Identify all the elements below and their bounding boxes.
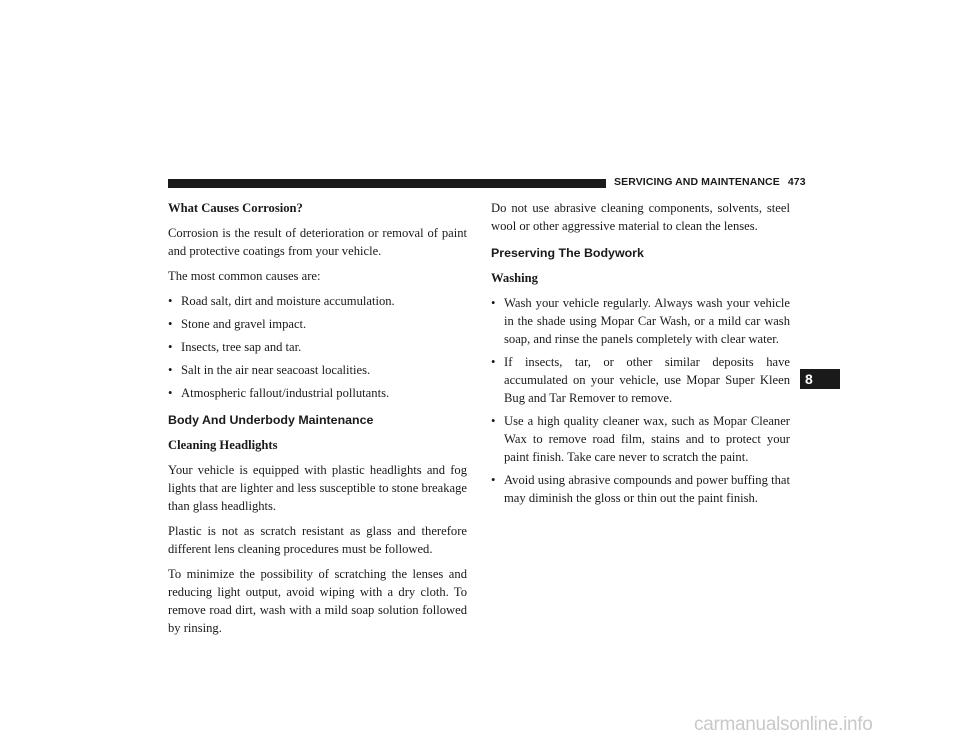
- watermark: carmanualsonline.info: [694, 714, 873, 735]
- bullet-icon: •: [168, 317, 173, 331]
- right-column: [491, 199, 790, 514]
- paragraph-abrasive-warning: Do not use abrasive cleaning components, solvents, steel wool or other aggressive material to clean the lenses.: [491, 201, 790, 233]
- list-item: • Avoid using abrasive compounds and power buffing that may diminish the gloss or thin out the paint finish.: [491, 473, 790, 505]
- left-column: [168, 199, 467, 644]
- section-title: SERVICING AND MAINTENANCE: [614, 176, 780, 188]
- header-rule: [168, 179, 606, 188]
- list-item: • If insects, tar, or other similar deposits have accumulated on your vehicle, use Mopar Super Kleen Bug and Tar Remover to remove.: [491, 355, 790, 405]
- page-number: 473: [787, 176, 806, 188]
- bullet-icon: •: [491, 473, 496, 487]
- paragraph-headlights-cleaning: To minimize the possibility of scratching the lenses and reducing light output, avoid wiping with a dry cloth. To remove road dirt, wash with a mild soap solution followed by rinsing.: [168, 567, 467, 635]
- bullet-icon: •: [168, 294, 173, 308]
- paragraph-common-causes: The most common causes are:: [168, 269, 321, 283]
- heading-body-underbody-maintenance: Body And Underbody Maintenance: [168, 413, 374, 427]
- bullet-icon: •: [491, 355, 496, 369]
- list-item: • Salt in the air near seacoast localities.: [168, 363, 371, 377]
- list-item: • Wash your vehicle regularly. Always wash your vehicle in the shade using Mopar Car Wash, or a mild car wash soap, and rinse the panels completely with clear water.: [491, 296, 790, 346]
- bullet-icon: •: [491, 296, 496, 310]
- list-item: • Use a high quality cleaner wax, such as Mopar Cleaner Wax to remove road film, stains and to protect your paint finish. Take care never to scratch the paint.: [491, 414, 790, 464]
- list-item: • Atmospheric fallout/industrial pollutants.: [168, 386, 390, 400]
- heading-washing: Washing: [491, 271, 538, 285]
- chapter-tab: 8: [800, 369, 840, 389]
- list-item: • Insects, tree sap and tar.: [168, 340, 302, 354]
- heading-what-causes-corrosion: What Causes Corrosion?: [168, 201, 303, 215]
- paragraph-corrosion-definition: Corrosion is the result of deterioration or removal of paint and protective coatings from your vehicle.: [168, 226, 467, 258]
- paragraph-headlights-material: Your vehicle is equipped with plastic headlights and fog lights that are lighter and less susceptible to stone breakage than glass headlights.: [168, 463, 467, 513]
- heading-cleaning-headlights: Cleaning Headlights: [168, 438, 278, 452]
- bullet-icon: •: [168, 386, 173, 400]
- washing-list: [491, 294, 790, 507]
- causes-list: [168, 292, 467, 402]
- bullet-icon: •: [491, 414, 496, 428]
- paragraph-headlights-scratch: Plastic is not as scratch resistant as glass and therefore different lens cleaning procedures must be followed.: [168, 524, 467, 556]
- bullet-icon: •: [168, 363, 173, 377]
- bullet-icon: •: [168, 340, 173, 354]
- heading-preserving-bodywork: Preserving The Bodywork: [491, 246, 644, 260]
- running-header: [614, 176, 806, 188]
- list-item: • Road salt, dirt and moisture accumulation.: [168, 294, 395, 308]
- list-item: • Stone and gravel impact.: [168, 317, 307, 331]
